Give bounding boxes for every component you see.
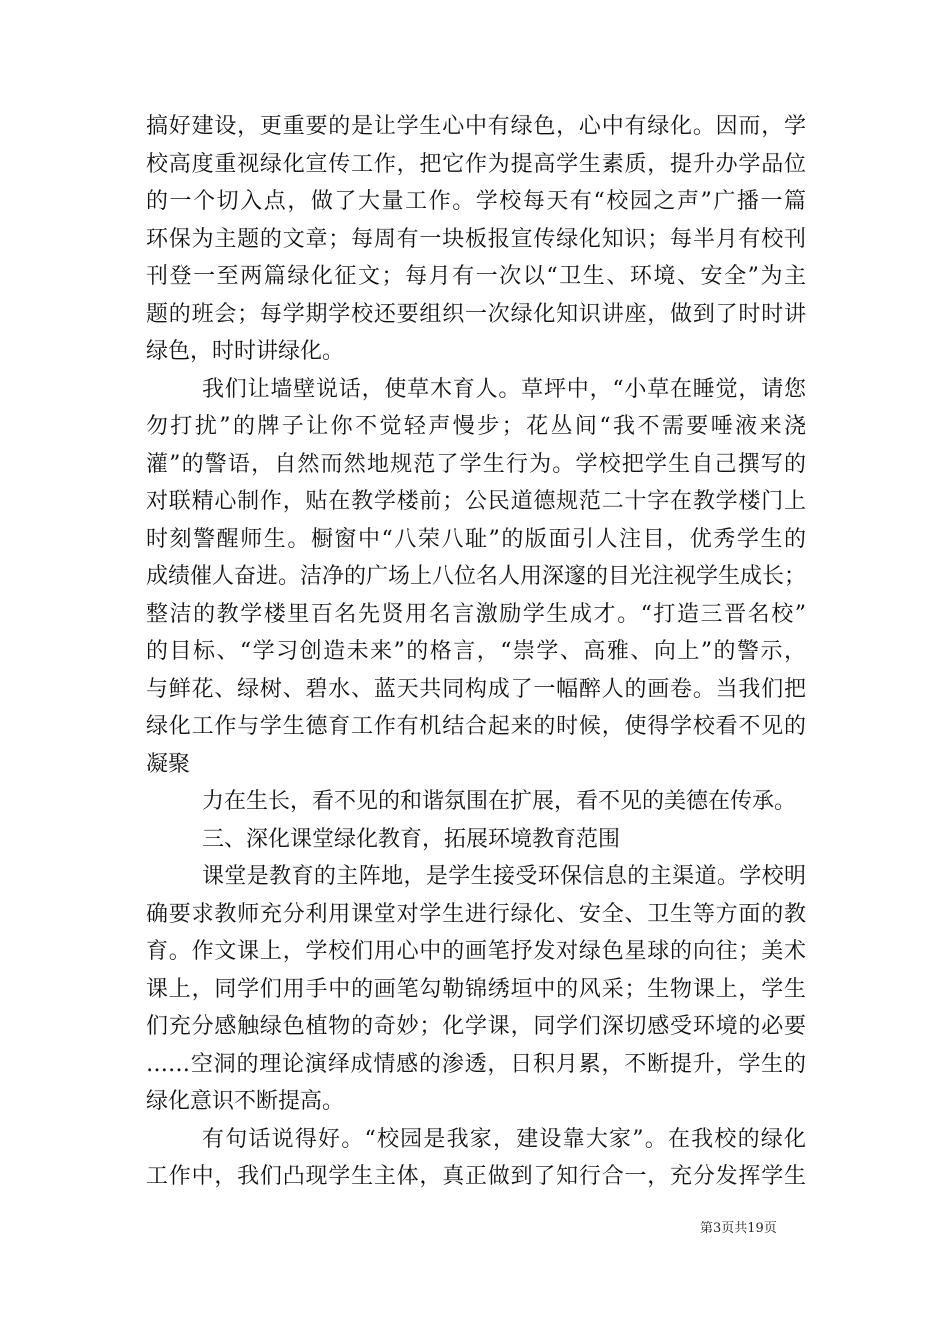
text-line: 灌”的警语，自然而然地规范了学生行为。学校把学生自己撰写的 [146,451,806,477]
text-line: 育。作文课上，学校们用心中的画笔抒发对绿色星球的向往；美术 [146,939,806,964]
text-line: 工作中，我们凸现学生主体，真正做到了知行合一，充分发挥学生 [146,1164,806,1189]
text-line: 课上，同学们用手中的画笔勾勒锦绣垣中的风采；生物课上，学生 [146,976,806,1002]
text-line: 整洁的教学楼里百名先贤用名言激励学生成才。“打造三晋名校” [146,601,806,627]
text-line: 的一个切入点，做了大量工作。学校每天有“校园之声”广播一篇 [146,189,806,214]
text-line: 校高度重视绿化宣传工作，把它作为提高学生素质，提升办学品位 [146,151,806,177]
text-line: ……空洞的理论演绎成情感的渗透，日积月累，不断提升，学生的 [146,1051,806,1077]
text-line: 搞好建设，更重要的是让学生心中有绿色，心中有绿化。因而，学 [146,114,806,139]
text-line: 勿打扰”的牌子让你不觉轻声慢步；花丛间“我不需要唾液来浇 [146,414,806,439]
text-line: 凝聚 [146,751,191,777]
text-line: 我们让墙壁说话，使草木育人。草坪中，“小草在睡觉，请您 [202,376,806,402]
text-line: 有句话说得好。“校园是我家，建设靠大家”。在我校的绿化 [202,1126,806,1152]
text-line: 时刻警醒师生。橱窗中“八荣八耻”的版面引人注目，优秀学生的 [146,526,806,552]
document-body [146,108,806,1196]
text-line: 绿化意识不断提高。 [146,1089,345,1114]
text-line: 力在生长，看不见的和谐氛围在扩展，看不见的美德在传承。 [202,789,797,814]
page-number-footer: 第3页共19页 [700,1221,777,1236]
text-line: 成绩催人奋进。洁净的广场上八位名人用深邃的目光注视学生成长； [146,564,807,589]
text-line: 们充分感触绿色植物的奇妙；化学课，同学们深切感受环境的必要 [146,1014,806,1039]
text-line: 刊登一至两篇绿化征文；每月有一次以“卫生、环境、安全”为主 [146,264,806,289]
text-line: 环保为主题的文章；每周有一块板报宣传绿化知识；每半月有校刊 [146,226,806,252]
text-line: 题的班会；每学期学校还要组织一次绿化知识讲座，做到了时时讲 [146,301,806,327]
text-line: 绿色，时时讲绿化。 [146,339,345,364]
text-line: 三、深化课堂绿化教育，拓展环境教育范围 [202,826,621,852]
text-line: 确要求教师充分利用课堂对学生进行绿化、安全、卫生等方面的教 [146,901,806,927]
text-line: 与鲜花、绿树、碧水、蓝天共同构成了一幅醉人的画卷。当我们把 [146,676,806,702]
text-line: 的目标、“学习创造未来”的格言，“崇学、高雅、向上”的警示， [146,639,806,664]
text-line: 对联精心制作，贴在教学楼前；公民道德规范二十字在教学楼门上 [146,489,806,514]
text-line: 绿化工作与学生德育工作有机结合起来的时候，使得学校看不见的 [146,714,806,739]
text-line: 课堂是教育的主阵地，是学生接受环保信息的主渠道。学校明 [202,864,806,889]
